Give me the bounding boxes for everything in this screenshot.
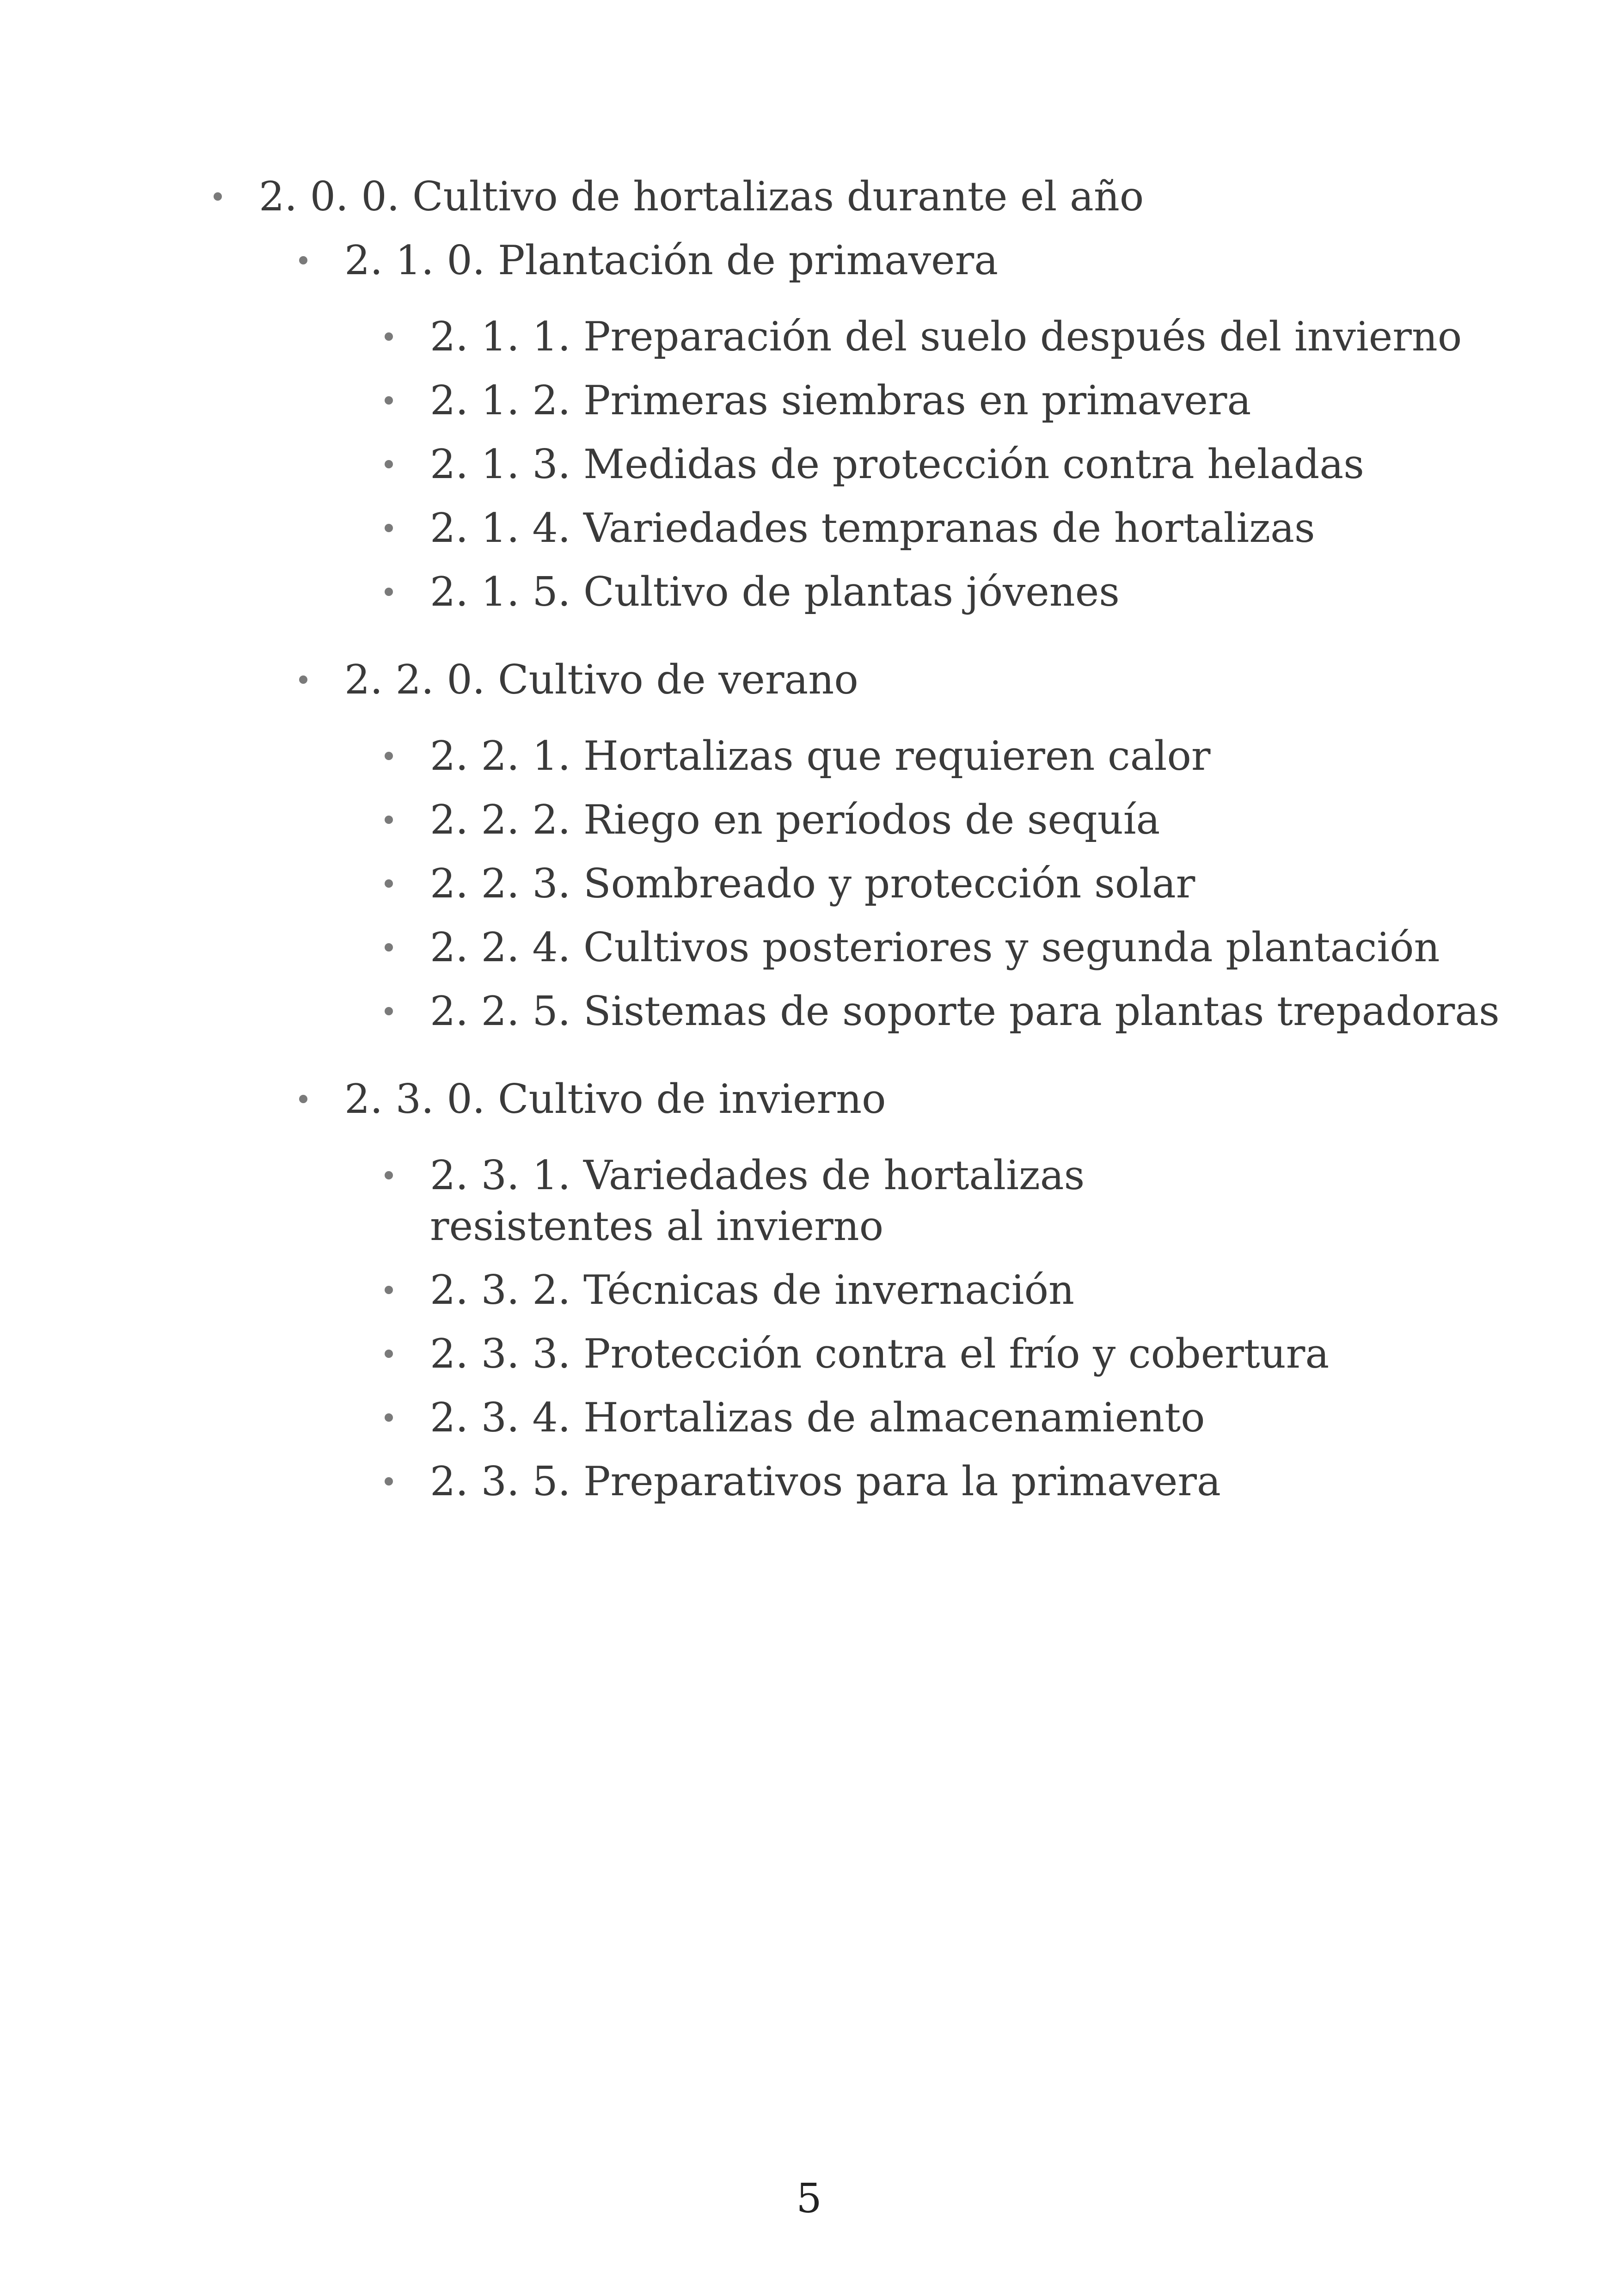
list-item-label: 2. 2. 1. Hortalizas que requieren calor xyxy=(430,732,1211,780)
list-item-label: 2. 1. 2. Primeras siembras en primavera xyxy=(430,377,1251,424)
list-item xyxy=(385,439,1471,490)
bullet-icon xyxy=(385,1328,398,1379)
bullet-icon xyxy=(385,858,398,909)
bullet-icon xyxy=(385,311,398,362)
list-item-label: 2. 2. 3. Sombreado y protección solar xyxy=(430,860,1195,907)
bullet-icon xyxy=(214,171,227,222)
list-item xyxy=(385,794,1471,845)
section-title: 2. 3. 0. Cultivo de invierno xyxy=(344,1075,886,1123)
list-item xyxy=(385,1392,1471,1443)
list-item-label: 2. 1. 5. Cultivo de plantas jóvenes xyxy=(430,568,1120,615)
bullet-icon xyxy=(385,986,398,1037)
outline-list xyxy=(214,171,1500,1507)
list-item xyxy=(385,731,1471,781)
list-item xyxy=(385,858,1471,909)
list-item-root xyxy=(214,171,1471,222)
bullet-icon xyxy=(385,375,398,426)
bullet-icon xyxy=(299,235,313,286)
bullet-icon xyxy=(299,654,313,705)
section-title: 2. 2. 0. Cultivo de verano xyxy=(344,656,858,703)
section-title: 2. 1. 0. Plantación de primavera xyxy=(344,237,999,284)
bullet-icon xyxy=(385,922,398,973)
bullet-icon xyxy=(385,794,398,845)
list-item-label: 2. 3. 1. Variedades de hortalizas resistentes al invierno xyxy=(430,1152,1085,1250)
list-item xyxy=(385,1328,1471,1379)
list-item-label: 2. 2. 5. Sistemas de soporte para plantas trepadoras xyxy=(430,988,1500,1035)
bullet-icon xyxy=(385,503,398,553)
list-item-label: 2. 3. 4. Hortalizas de almacenamiento xyxy=(430,1394,1205,1441)
list-item-label: 2. 3. 3. Protección contra el frío y cobertura xyxy=(430,1330,1330,1377)
list-item-label: 2. 2. 4. Cultivos posteriores y segunda plantación xyxy=(430,924,1440,971)
list-item xyxy=(385,503,1471,553)
list-item xyxy=(385,1265,1471,1315)
list-item-section xyxy=(299,654,1471,705)
bullet-icon xyxy=(385,1150,398,1201)
list-item-label: 2. 0. 0. Cultivo de hortalizas durante el año xyxy=(259,173,1144,220)
bullet-icon xyxy=(385,731,398,781)
list-item-label: 2. 3. 2. Técnicas de invernación xyxy=(430,1266,1074,1314)
list-item xyxy=(385,375,1471,426)
list-item-label: 2. 1. 3. Medidas de protección contra heladas xyxy=(430,441,1364,488)
list-item xyxy=(385,566,1471,617)
list-item xyxy=(385,986,1500,1037)
bullet-icon xyxy=(385,439,398,490)
bullet-icon xyxy=(299,1074,313,1124)
list-item-label: 2. 1. 4. Variedades tempranas de hortalizas xyxy=(430,504,1315,552)
bullet-icon xyxy=(385,1456,398,1507)
list-item-label: 2. 3. 5. Preparativos para la primavera xyxy=(430,1458,1221,1505)
list-item xyxy=(385,1456,1471,1507)
page-number: 5 xyxy=(796,2175,822,2222)
list-item-section xyxy=(299,1074,1471,1124)
bullet-icon xyxy=(385,1265,398,1315)
list-item xyxy=(385,922,1471,973)
list-item xyxy=(385,1150,1299,1252)
bullet-icon xyxy=(385,1392,398,1443)
list-item-label: 2. 2. 2. Riego en períodos de sequía xyxy=(430,796,1160,843)
list-item xyxy=(385,311,1471,362)
bullet-icon xyxy=(385,566,398,617)
list-item-section xyxy=(299,235,1471,286)
list-item-label: 2. 1. 1. Preparación del suelo después del invierno xyxy=(430,313,1462,360)
